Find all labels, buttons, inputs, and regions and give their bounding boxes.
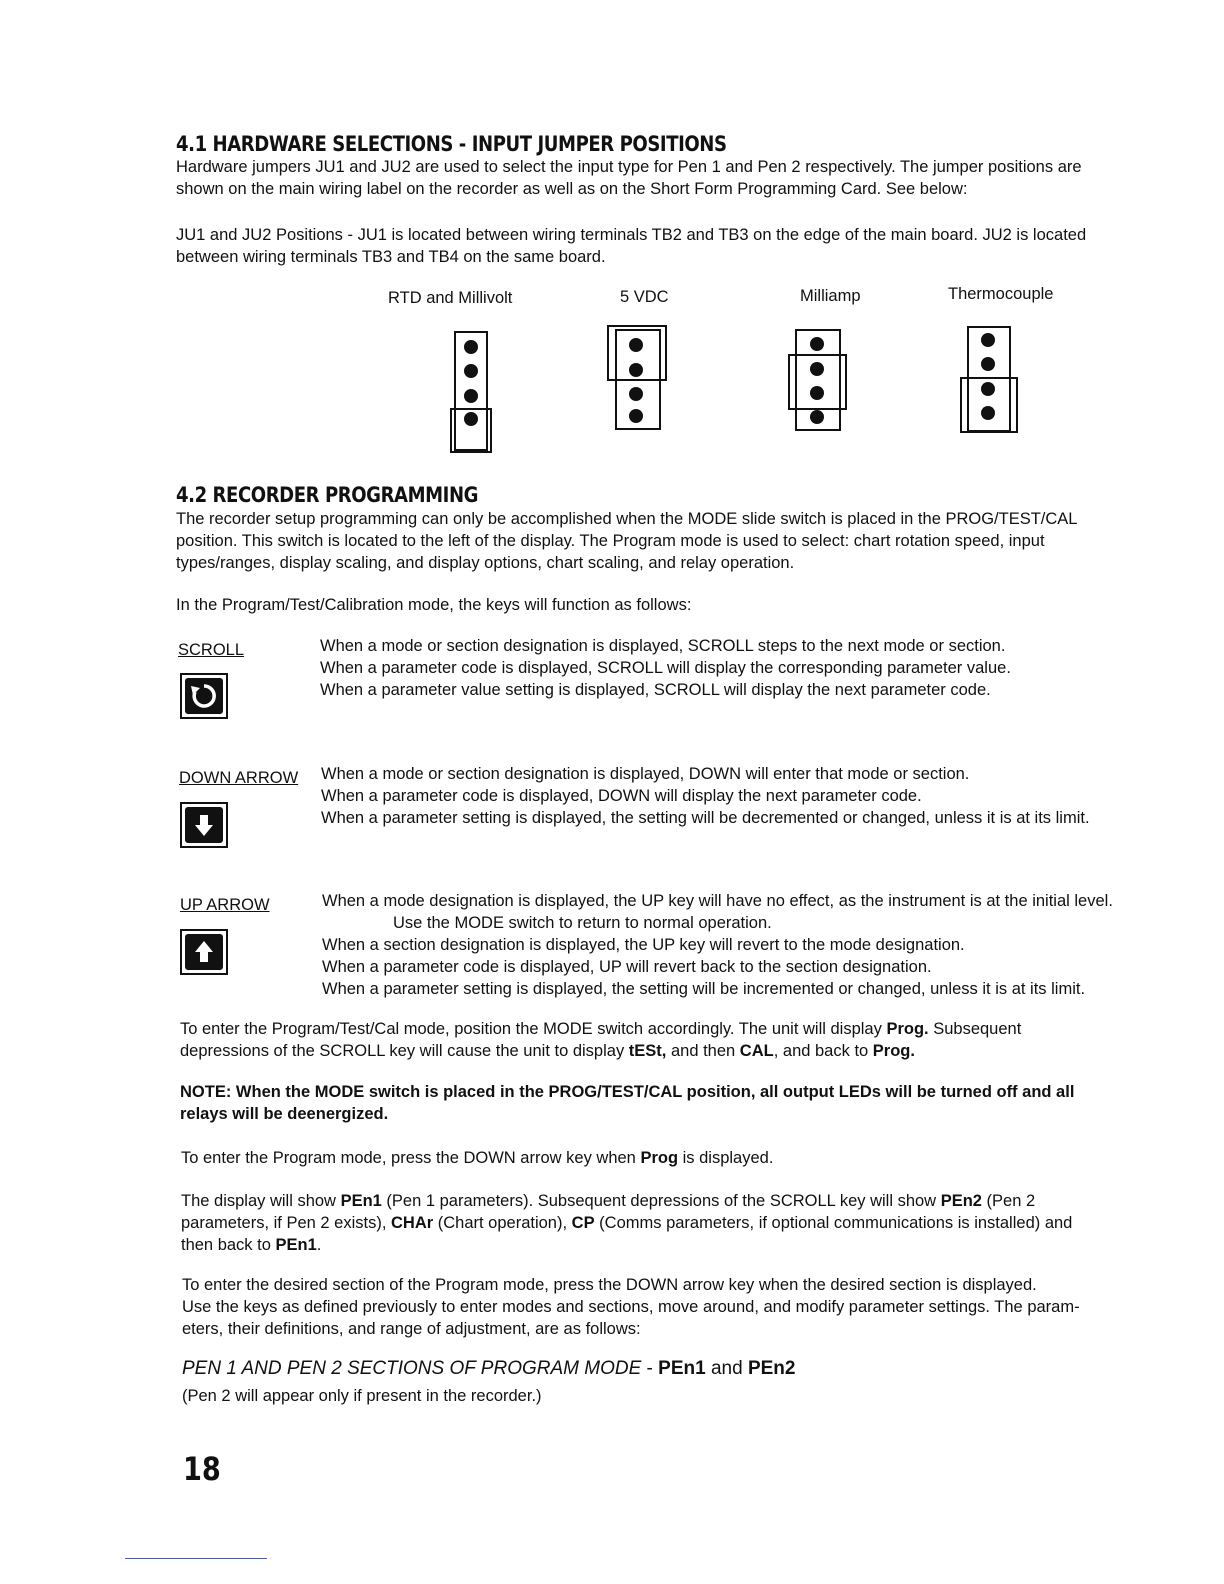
display-show-line: then back to PEn1. xyxy=(181,1236,322,1254)
jumper-pin xyxy=(464,412,478,426)
keys-intro: In the Program/Test/Calibration mode, the keys will function as follows: xyxy=(176,596,692,614)
down-desc-line: When a mode or section designation is displayed, DOWN will enter that mode or section. xyxy=(321,765,970,783)
up-desc-line: When a parameter code is displayed, UP will revert back to the section designation. xyxy=(322,958,932,976)
jumper-pin xyxy=(810,410,824,424)
jumper-label-thermocouple: Thermocouple xyxy=(948,285,1054,303)
jumper-label-rtd: RTD and Millivolt xyxy=(388,289,513,307)
enter-mode-paragraph xyxy=(180,1018,1021,1062)
jumper-pin xyxy=(981,357,995,371)
desired-section-paragraph xyxy=(182,1274,1080,1340)
pen-sections-heading: PEN 1 AND PEN 2 SECTIONS OF PROGRAM MODE - PEn1 and PEn2 xyxy=(182,1358,796,1379)
down-arrow-key xyxy=(180,802,228,848)
scroll-icon xyxy=(185,678,223,714)
section-4-2-title: 4.2 RECORDER PROGRAMMING xyxy=(176,483,479,507)
jumper-milliamp-diagram xyxy=(789,330,846,430)
programming-intro xyxy=(176,508,1077,574)
hardware-para-line: shown on the main wiring label on the recorder as well as on the Short Form Programming Card. See below: xyxy=(176,180,968,198)
pen-2-note: (Pen 2 will appear only if present in the recorder.) xyxy=(182,1387,542,1405)
jumper-pin xyxy=(464,389,478,403)
desired-section-line: Use the keys as defined previously to enter modes and sections, move around, and modify parameter settings. The param- xyxy=(182,1298,1080,1316)
down-arrow-icon xyxy=(185,807,223,843)
up-desc-line: When a section designation is displayed, the UP key will revert to the mode designation. xyxy=(322,936,965,954)
desired-section-line: eters, their definitions, and range of adjustment, are as follows: xyxy=(182,1320,641,1338)
jumper-pin xyxy=(981,333,995,347)
hardware-paragraph xyxy=(176,156,1082,200)
display-show-line: parameters, if Pen 2 exists), CHAr (Chart operation), CP (Comms parameters, if optional communications is installed) and xyxy=(181,1214,1073,1232)
desired-section-line: To enter the desired section of the Program mode, press the DOWN arrow key when the desired section is displayed. xyxy=(182,1276,1037,1294)
jumper-pin xyxy=(629,338,643,352)
up-desc-line: When a parameter setting is displayed, the setting will be incremented or changed, unless it is at its limit. xyxy=(322,980,1086,998)
program-mode-paragraph: To enter the Program mode, press the DOWN arrow key when Prog is displayed. xyxy=(181,1149,774,1167)
jumper-location-line: between wiring terminals TB3 and TB4 on the same board. xyxy=(176,248,606,266)
jumper-pin xyxy=(629,387,643,401)
display-show-line: The display will show PEn1 (Pen 1 parameters). Subsequent depressions of the SCROLL key will show PEn2 (Pen 2 xyxy=(181,1192,1036,1210)
jumper-pin xyxy=(810,337,824,351)
up-desc-line: Use the MODE switch to return to normal operation. xyxy=(393,914,772,932)
note-paragraph xyxy=(180,1081,1074,1125)
scroll-desc-line: When a parameter value setting is displayed, SCROLL will display the next parameter code. xyxy=(320,681,991,699)
jumper-label-5vdc: 5 VDC xyxy=(620,288,669,306)
scroll-desc-line: When a parameter code is displayed, SCROLL will display the corresponding parameter value. xyxy=(320,659,1011,677)
jumper-location-paragraph xyxy=(176,224,1086,268)
intro-line: position. This switch is located to the left of the display. The Program mode is used to select: chart rotation speed, input xyxy=(176,532,1045,550)
jumper-rtd-diagram xyxy=(451,332,491,452)
up-arrow-icon xyxy=(185,934,223,970)
enter-mode-line: depressions of the SCROLL key will cause the unit to display tESt, and then CAL, and back to Prog. xyxy=(180,1042,915,1060)
down-description xyxy=(321,763,1090,829)
jumper-pin xyxy=(464,340,478,354)
section-4-1-title: 4.1 HARDWARE SELECTIONS - INPUT JUMPER POSITIONS xyxy=(176,132,727,156)
down-desc-line: When a parameter setting is displayed, the setting will be decremented or changed, unless it is at its limit. xyxy=(321,809,1090,827)
up-key-name: UP ARROW xyxy=(180,896,270,914)
scroll-key xyxy=(180,673,228,719)
hardware-para-line: Hardware jumpers JU1 and JU2 are used to select the input type for Pen 1 and Pen 2 respectively. The jumper positions are xyxy=(176,158,1082,176)
up-desc-line: When a mode designation is displayed, the UP key will have no effect, as the instrument is at the initial level. xyxy=(322,892,1113,910)
jumper-location-line: JU1 and JU2 Positions - JU1 is located between wiring terminals TB2 and TB3 on the edge of the main board. JU2 is located xyxy=(176,226,1087,244)
down-key-name: DOWN ARROW xyxy=(179,769,299,787)
jumper-pin xyxy=(981,406,995,420)
scroll-key-name: SCROLL xyxy=(178,641,245,659)
jumper-pin xyxy=(464,364,478,378)
down-desc-line: When a parameter code is displayed, DOWN will display the next parameter code. xyxy=(321,787,922,805)
footer-rule xyxy=(125,1558,267,1559)
jumper-5vdc-diagram xyxy=(608,326,666,429)
note-line: NOTE: When the MODE switch is placed in the PROG/TEST/CAL position, all output LEDs will be turned off and all xyxy=(180,1083,1075,1101)
jumper-pin xyxy=(629,363,643,377)
intro-line: The recorder setup programming can only be accomplished when the MODE slide switch is placed in the PROG/TEST/CAL xyxy=(176,510,1078,528)
jumper-pin xyxy=(810,386,824,400)
page-number: 18 xyxy=(183,1450,221,1488)
jumper-pin xyxy=(810,362,824,376)
scroll-description xyxy=(320,635,1011,701)
jumper-pin xyxy=(629,409,643,423)
display-show-paragraph xyxy=(181,1190,1072,1256)
enter-mode-line: To enter the Program/Test/Cal mode, position the MODE switch accordingly. The unit will display Prog. Subsequent xyxy=(180,1020,1022,1038)
note-line: relays will be deenergized. xyxy=(180,1105,389,1123)
intro-line: types/ranges, display scaling, and display options, chart scaling, and relay operation. xyxy=(176,554,795,572)
scroll-desc-line: When a mode or section designation is displayed, SCROLL steps to the next mode or section. xyxy=(320,637,1006,655)
up-arrow-key xyxy=(180,929,228,975)
up-description xyxy=(322,890,1113,1000)
jumper-thermocouple-diagram xyxy=(961,327,1017,432)
jumper-pin xyxy=(981,382,995,396)
jumper-diagrams xyxy=(440,320,1040,460)
jumper-label-milliamp: Milliamp xyxy=(800,287,861,305)
